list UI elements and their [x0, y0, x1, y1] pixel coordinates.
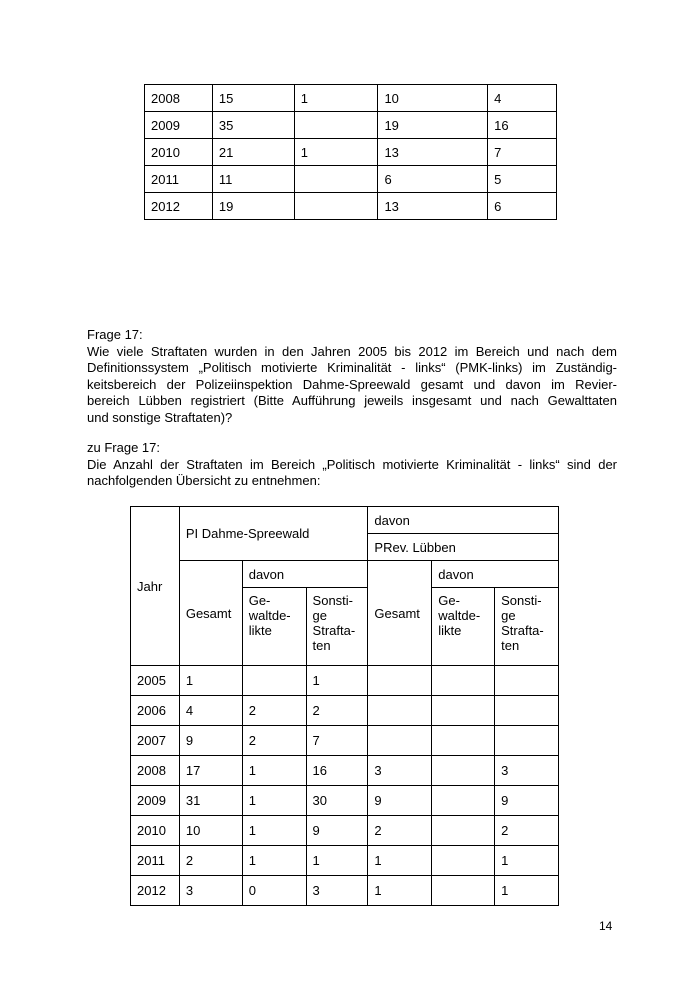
table-cell: 21	[212, 139, 294, 166]
table-cell	[294, 166, 378, 193]
table-cell	[432, 816, 495, 846]
table-cell: 3	[368, 756, 432, 786]
table-cell: 2011	[145, 166, 213, 193]
table-cell: 1	[368, 876, 432, 906]
statistics-table	[130, 506, 559, 906]
table-row	[131, 756, 559, 786]
table-cell: 1	[242, 816, 306, 846]
table-cell: 10	[179, 816, 242, 846]
table-row	[131, 876, 559, 906]
answer-block	[87, 440, 617, 490]
table-cell: 9	[368, 786, 432, 816]
table-row	[145, 85, 557, 112]
table-cell	[432, 666, 495, 696]
table-cell: 9	[306, 816, 368, 846]
table-cell: 7	[488, 139, 557, 166]
table-cell	[242, 666, 306, 696]
header-davon: davon	[368, 507, 559, 534]
table-cell: 30	[306, 786, 368, 816]
table-row	[145, 139, 557, 166]
table-cell: 2010	[131, 816, 180, 846]
top-table-body	[145, 85, 557, 220]
table-cell: 1	[294, 85, 378, 112]
table-cell: 2	[306, 696, 368, 726]
table-cell: 2012	[145, 193, 213, 220]
table-cell	[432, 786, 495, 816]
table-cell: 5	[488, 166, 557, 193]
table-cell: 1	[368, 846, 432, 876]
table-cell: 2006	[131, 696, 180, 726]
question-line: und sonstige Straftaten)?	[87, 409, 233, 425]
table-row	[145, 166, 557, 193]
table-row	[145, 193, 557, 220]
table-cell: 2007	[131, 726, 180, 756]
table-cell: 6	[488, 193, 557, 220]
table-cell: 2	[242, 696, 306, 726]
table-cell: 2	[242, 726, 306, 756]
table-cell: 2011	[131, 846, 180, 876]
table-row	[131, 666, 559, 696]
table-cell	[368, 696, 432, 726]
header-gewaltdelikte-prev: Ge- waltde- likte	[432, 588, 495, 666]
table-cell: 9	[179, 726, 242, 756]
header-davon-prev: davon	[432, 561, 559, 588]
table-cell	[368, 666, 432, 696]
table-cell: 2010	[145, 139, 213, 166]
table-cell: 13	[378, 193, 488, 220]
question-line: Wie viele Straftaten wurden in den Jahren 2005 bis 2012 im Bereich und nach dem	[87, 343, 617, 359]
question-line: bereich Lübben registriert (Bitte Aufführung jeweils insgesamt und nach Gewalttaten	[87, 393, 617, 408]
table-cell	[432, 696, 495, 726]
header-jahr: Jahr	[131, 507, 180, 666]
table-cell: 1	[495, 876, 559, 906]
table-cell: 31	[179, 786, 242, 816]
answer-heading: zu Frage 17:	[87, 440, 160, 455]
table-cell	[432, 846, 495, 876]
table-cell: 17	[179, 756, 242, 786]
table-row	[131, 816, 559, 846]
table-cell: 9	[495, 786, 559, 816]
table-cell: 15	[212, 85, 294, 112]
table-cell: 2009	[131, 786, 180, 816]
header-davon-pi: davon	[242, 561, 368, 588]
table-cell	[495, 666, 559, 696]
header-pi-dahme-spreewald: PI Dahme-Spreewald	[179, 507, 368, 561]
table-cell: 1	[242, 846, 306, 876]
table-cell: 13	[378, 139, 488, 166]
table-cell: 2	[179, 846, 242, 876]
table-cell: 2012	[131, 876, 180, 906]
header-prev-luebben: PRev. Lübben	[368, 534, 559, 561]
table-cell: 1	[242, 786, 306, 816]
table-cell: 0	[242, 876, 306, 906]
header-gewaltdelikte-pi: Ge- waltde- likte	[242, 588, 306, 666]
table-cell: 3	[179, 876, 242, 906]
table-cell: 1	[294, 139, 378, 166]
table-row	[131, 696, 559, 726]
header-sonstige-straftaten-prev: Sonsti- ge Strafta- ten	[495, 588, 559, 666]
table-cell	[432, 876, 495, 906]
table-cell	[495, 696, 559, 726]
table-cell: 2009	[145, 112, 213, 139]
table-cell	[432, 756, 495, 786]
table-cell: 1	[495, 846, 559, 876]
table-cell: 1	[306, 846, 368, 876]
table-row	[131, 726, 559, 756]
header-sonstige-straftaten-pi: Sonsti- ge Strafta- ten	[306, 588, 368, 666]
page-number: 14	[599, 919, 613, 933]
table-cell: 6	[378, 166, 488, 193]
table-cell: 1	[306, 666, 368, 696]
table-cell: 4	[179, 696, 242, 726]
table-cell: 10	[378, 85, 488, 112]
table-cell: 3	[495, 756, 559, 786]
table-cell: 2	[495, 816, 559, 846]
header-gesamt-pi: Gesamt	[179, 561, 242, 666]
table-cell: 2008	[145, 85, 213, 112]
table-cell: 2005	[131, 666, 180, 696]
question-line: keitsbereich der Polizeiinspektion Dahme-Spreewald gesamt und davon im Revier-	[87, 376, 617, 392]
table-cell	[368, 726, 432, 756]
answer-line: nachfolgenden Übersicht zu entnehmen:	[87, 473, 321, 488]
table-row	[145, 112, 557, 139]
table-cell	[495, 726, 559, 756]
table-cell: 3	[306, 876, 368, 906]
table-row	[131, 786, 559, 816]
table-cell: 1	[242, 756, 306, 786]
table-cell: 2	[368, 816, 432, 846]
table-cell	[432, 726, 495, 756]
table-cell: 19	[378, 112, 488, 139]
table-cell: 16	[488, 112, 557, 139]
table-cell: 7	[306, 726, 368, 756]
statistics-table-header	[131, 507, 559, 666]
table-cell: 16	[306, 756, 368, 786]
table-cell: 11	[212, 166, 294, 193]
table-cell: 4	[488, 85, 557, 112]
statistics-table-body	[131, 666, 559, 906]
question-block	[87, 327, 617, 426]
answer-line: Die Anzahl der Straftaten im Bereich „Politisch motivierte Kriminalität - links“ sind der	[87, 456, 617, 472]
top-table	[144, 84, 557, 220]
table-cell: 2008	[131, 756, 180, 786]
table-cell: 19	[212, 193, 294, 220]
question-heading: Frage 17:	[87, 327, 143, 342]
table-cell	[294, 193, 378, 220]
table-cell: 35	[212, 112, 294, 139]
header-gesamt-prev: Gesamt	[368, 561, 432, 666]
table-row	[131, 846, 559, 876]
table-cell	[294, 112, 378, 139]
table-cell: 1	[179, 666, 242, 696]
question-line: Definitionssystem „Politisch motivierte Kriminalität - links“ (PMK-links) im Zuständig-	[87, 360, 617, 375]
